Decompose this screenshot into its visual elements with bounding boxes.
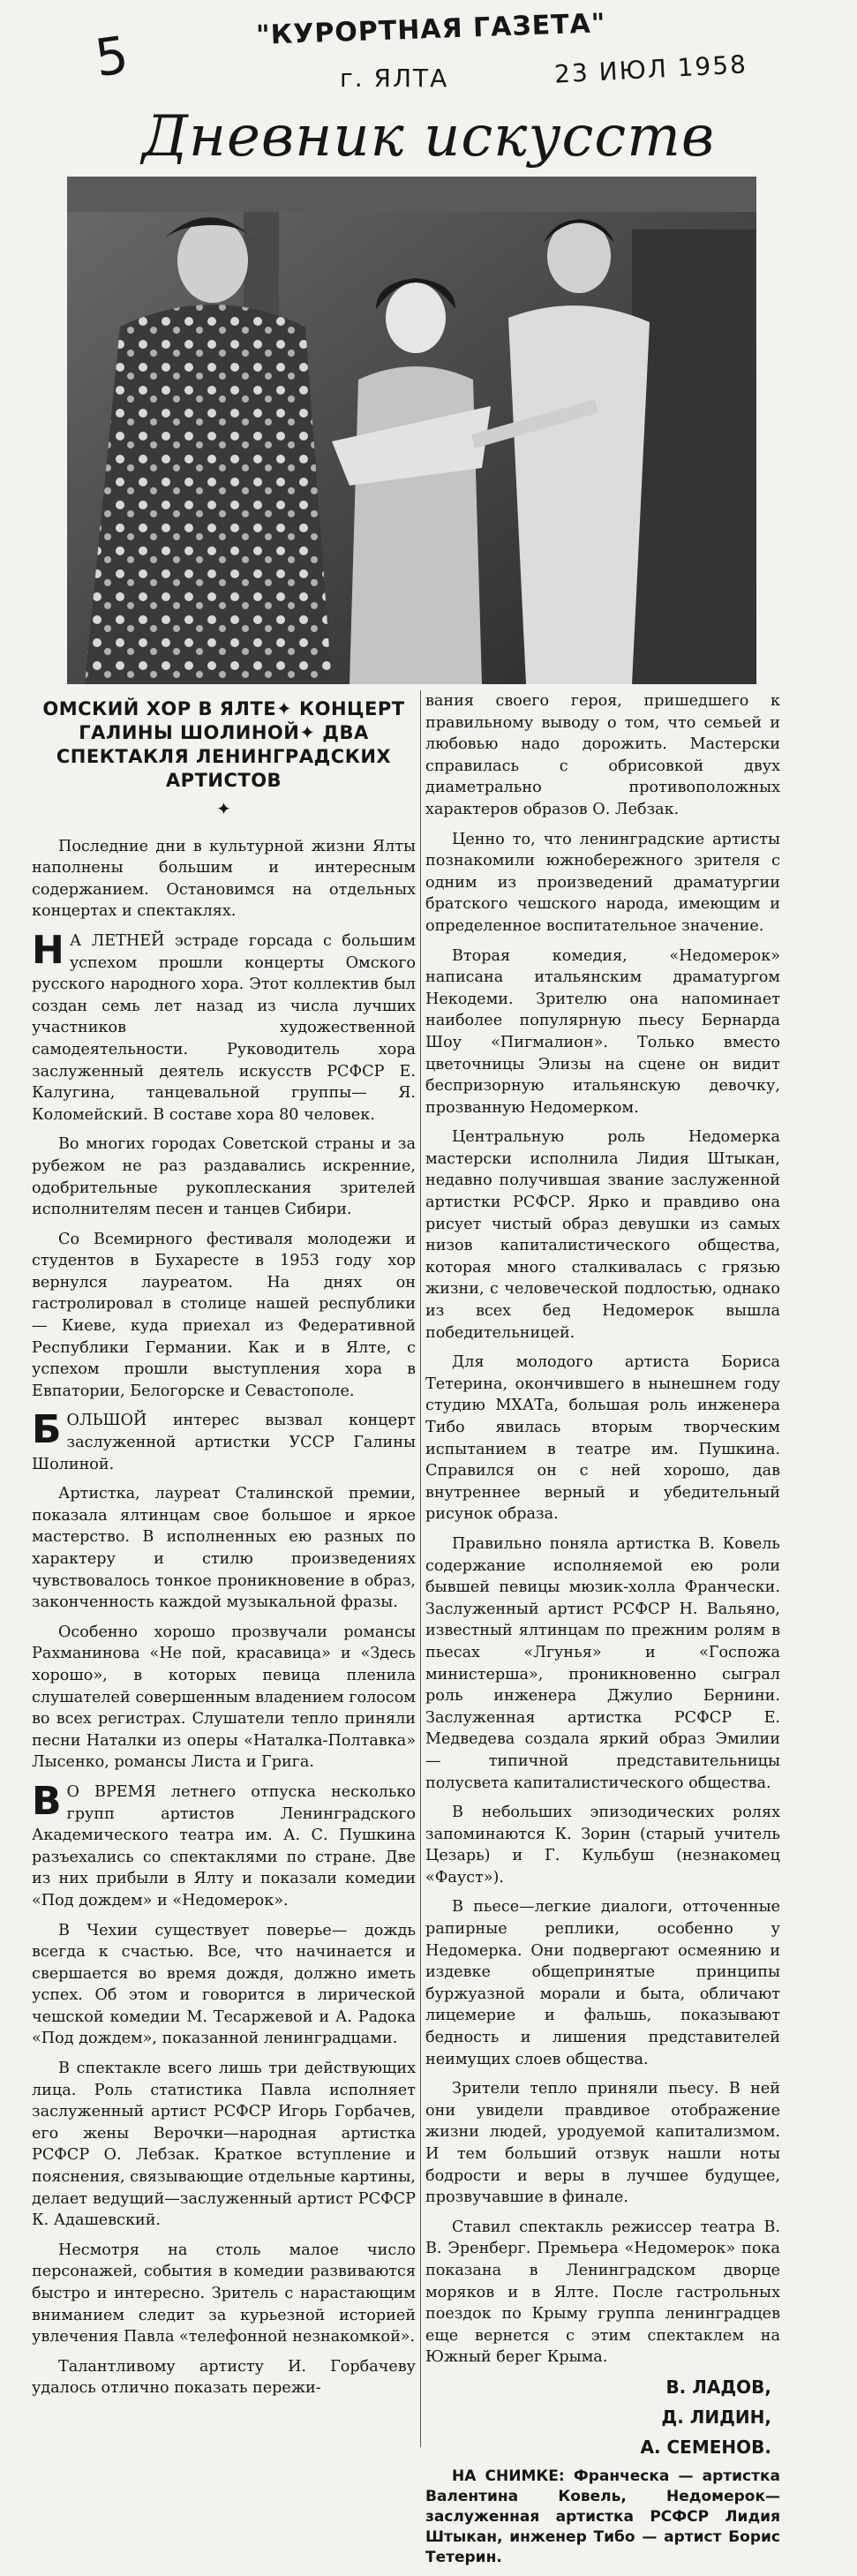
paragraph-text: ОЛЬШОЙ интерес вызвал концерт заслуженной артистки УССР Галины Шолиной. [32, 1412, 416, 1473]
drop-cap: Н [32, 927, 64, 973]
drop-cap: Б [32, 1407, 62, 1453]
paragraph: Вторая комедия, «Недомерок» написана итальянским драматургом Некодеми. Зрителю она напоминает наиболее популярную пьесу Бернарда Шоу «Пигмалион». Только вместо цветочницы Элизы на сцене он видит беспризорную итальянскую девочку, прозванную Недомерком. [425, 946, 780, 1117]
paragraph: Зрители тепло приняли пьесу. В ней они увидели правдивое отображение жизни людей, уродуемой капитализмом. И тем больший отзвук нашли ноты бодрости и веры в лучшее будущее, прозвучавшие в финале. [425, 2080, 780, 2207]
paragraph: В небольших эпизодических ролях запоминаются К. Зорин (старый учитель Цезарь) и Г. Кульбуш (незнакомец «Фауст»). [425, 1804, 780, 1887]
paragraph-text: А ЛЕТНЕЙ эстраде горсада с большим успехом прошли концерты Омского русского народного хора. Этот коллектив был создан семь лет назад из числа лучших участников художественной самодеятельности. Руководитель хора заслуженный деятель искусств РСФСР Е. Калугина, танцевальной группы— Я. Коломейский. В составе хора 80 человек. [32, 931, 416, 1124]
paragraph: Несмотря на столь малое число персонажей, события в комедии развиваются быстро и интересно. Зритель с нарастающим вниманием следит за курьезной историей увлечения Павла «телефонной незнакомкой». [32, 2241, 416, 2346]
paragraph: Со Всемирного фестиваля молодежи и студентов в Бухаресте в 1953 году хор вернулся лауреатом. На днях он гастролировал в столице нашей республики — Киеве, куда приехал из Федеративной Республики Германии. Как и в Ялте, с успехом прошли выступления хора в Евпатории, Белогорске и Севастополе. [32, 1230, 416, 1400]
date-stamp: 23 ИЮЛ 1958 [553, 49, 748, 89]
scene-photo [67, 177, 756, 684]
right-column [425, 690, 780, 2576]
author-signature: В. ЛАДОВ, [665, 2376, 771, 2398]
paragraph: В спектакле всего лишь три действующих лица. Роль статистика Павла исполняет заслуженный артист РСФСР Игорь Горбачев, его жены Верочки—народная артистка РСФСР О. Лебзак. Краткое вступление и пояснения, связывающие отдельные картины, делает ведущий—заслуженный артист РСФСР К. Адашевский. [32, 2060, 416, 2230]
paragraph: В Чехии существует поверье— дождь всегда к счастью. Все, что начинается и свершается во время дождя, должно иметь успех. Об этом и говорится в лирической чешской комедии М. Тесаржевой и А. Радока «Под дождем», показанной ленинградцами. [32, 1921, 416, 2048]
paragraph: Ставил спектакль режиссер театра В. В. Эренберг. Премьера «Недомерок» пока показана в Ленинградском дворце моряков и в Ялте. После гастрольных поездок по Крыму группа ленинградцев еще вернется с этим спектаклем на Южный берег Крыма. [425, 2218, 780, 2367]
paragraph [32, 1778, 416, 1912]
left-column [32, 690, 416, 2407]
paragraph-text: О ВРЕМЯ летнего отпуска несколько групп артистов Ленинградского Академического театра им. А. С. Пушкина разъехались со спектаклями по стране. Две из них прибыли в Ялту и показали комедии «Под дождем» и «Недомерок». [32, 1782, 416, 1909]
author-signature: Д. ЛИДИН, [661, 2406, 771, 2428]
paragraph: Артистка, лауреат Сталинской премии, показала ялтинцам свое большое и яркое мастерство. В исполненных ею разных по характеру и стилю произведениях чувствовалось тонкое проникновение в образ, законченность каждой музыкальной фразы. [32, 1485, 416, 1612]
star-separator: ✦ [216, 798, 231, 819]
paragraph [32, 1407, 416, 1475]
paragraph: Центральную роль Недомерка мастерски исполнила Лидия Штыкан, недавно получившая звание заслуженной артистки РСФСР. Ярко и правдиво она рисует чистый образ девушки из самых низов капиталистического общества, которая много сталкивалась с грязью жизни, с человеческой подлостью, однако из всех бед Недомерок вышла победительницей. [425, 1128, 780, 1342]
column-divider [420, 690, 421, 2447]
intro-paragraph: Последние дни в культурной жизни Ялты наполнены большим и интересным содержанием. Остановимся на отдельных концертах и спектаклях. [32, 837, 416, 921]
paragraph: Для молодого артиста Бориса Тетерина, окончившего в нынешнем году студию МХАТа, большая роль инженера Тибо явилась вторым творческим испытанием в театре им. Пушкина. Справился он с ней хорошо, дав внутреннее верный и убедительный рисунок образа. [425, 1353, 780, 1524]
paragraph: Во многих городах Советской страны и за рубежом не раз раздавались искренние, одобрительные рукоплескания зрителей исполнителям песен и танцев Сибири. [32, 1135, 416, 1219]
newspaper-name-stamp: "КУРОРТНАЯ ГАЗЕТА" [255, 8, 607, 51]
handwritten-mark: 5 [91, 24, 132, 89]
article-headline: ОМСКИЙ ХОР В ЯЛТЕ✦ КОНЦЕРТ ГАЛИНЫ ШОЛИНОЙ✦ ДВА СПЕКТАКЛЯ ЛЕНИНГРАДСКИХ АРТИСТОВ [42, 698, 405, 791]
paragraph [32, 927, 416, 1126]
scene-photo-image [67, 177, 756, 684]
photo-caption: НА СНИМКЕ: Франческа — артистка Валентина Ковель, Недомерок— заслуженная артистка РСФСР Лидия Штыкан, инженер Тибо — артист Борис Тетерин. [425, 2467, 780, 2566]
paragraph: Правильно поняла артистка В. Ковель содержание исполняемой ею роли бывшей певицы мюзик-холла Франчески. Заслуженный артист РСФСР Н. Вальяно, известный ялтинцам по прежним ролям в пьесах «Лгунья» и «Госпожа министерша», проникновенно сыграл роль инженера Джулио Бернини. Заслуженная артистка РСФСР Е. Медведева создала яркий образ Эмилии — типичной представительницы полусвета капиталистического общества. [425, 1534, 780, 1792]
paragraph: Особенно хорошо прозвучали романсы Рахманинова «Не пой, красавица» и «Здесь хорошо», в которых певица пленила слушателей совершенным владением голосом во всех регистрах. Слушатели тепло приняли песни Наталки из оперы «Наталка-Полтавка» Лысенко, романсы Листа и Грига. [32, 1623, 416, 1772]
paragraph: В пьесе—легкие диалоги, отточенные рапирные реплики, особенно у Недомерка. Они подвергают осмеянию и издевке общепринятые принципы буржуазной морали и быта, обличают лицемерие и фальшь, показывают бедность и лишения представителей неимущих слоев общества. [425, 1898, 780, 2068]
author-signature: А. СЕМЕНОВ. [640, 2436, 771, 2458]
paragraph: Ценно то, что ленинградские артисты познакомили южнобережного зрителя с одним из произведений драматургии братского чешского народа, имеющим и определенное воспитательное значение. [425, 830, 780, 935]
paragraph: вания своего героя, пришедшего к правильному выводу о том, что семьей и любовью надо дорожить. Мастерски справилась с обрисовкой двух диаметрально противоположных характеров образов О. Лебзак. [425, 692, 780, 818]
page-title: Дневник искусств [141, 104, 716, 169]
paragraph: Талантливому артисту И. Горбачеву удалось отлично показать пережи- [32, 2357, 416, 2398]
city-stamp: г. ЯЛТА [340, 64, 449, 93]
drop-cap: В [32, 1778, 62, 1824]
